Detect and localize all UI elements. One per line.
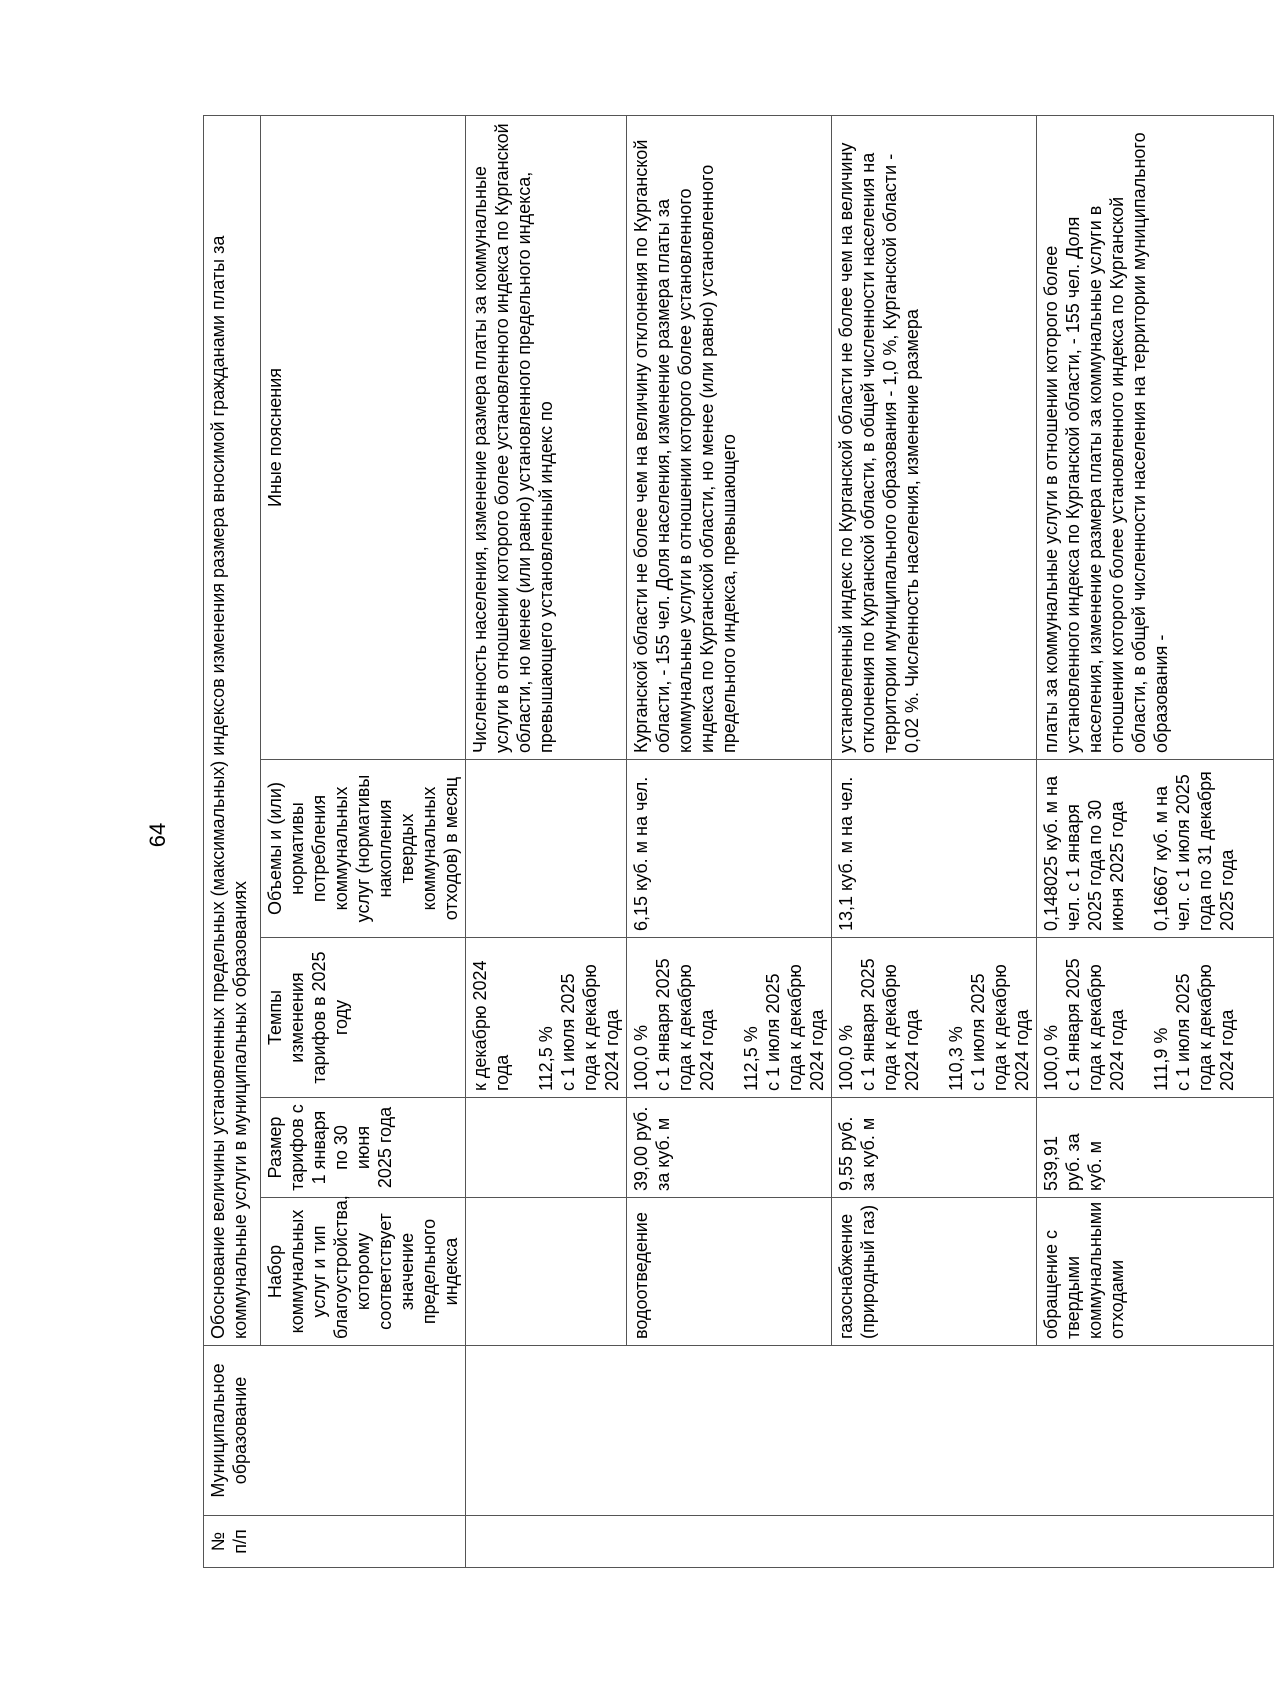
cell-number (466, 1516, 1274, 1568)
cell-notes: платы за коммунальные услуги в отношении которого более установленного индекса по Курганской области, - 155 чел. Доля населения, изменение размера платы за коммунальные услуги в отношении которого более установленного индекса по Курганской области, в общей численности населения на территории муниципального образования - (1037, 116, 1274, 760)
header-rate: Темпы изменения тарифов в 2025 году (261, 938, 466, 1098)
cell-rate: к декабрю 2024 года 112,5 % с 1 июля 2025 года к декабрю 2024 года (466, 938, 627, 1098)
cell-tariff: 539,91 руб. за куб. м (1037, 1098, 1274, 1198)
cell-service: обращение с твердыми коммунальными отходами (1037, 1198, 1274, 1346)
cell-tariff: 39,00 руб. за куб. м (627, 1098, 832, 1198)
header-municipality: Муниципальное образование (204, 1346, 466, 1516)
cell-notes: установленный индекс по Курганской области не более чем на величину отклонения по Курганской области, в общей численности населения на территории муниципального образования - 1,0 %, Курганской области - 0,02 %. Численность населения, изменение размера (832, 116, 1037, 760)
header-tariff: Размер тарифов с 1 января по 30 июня 2025 года (261, 1098, 466, 1198)
table-row (466, 116, 627, 1568)
cell-tariff (466, 1098, 627, 1198)
tariff-justification-table (203, 115, 1274, 1568)
cell-notes: Курганской области не более чем на величину отклонения по Курганской области, - 155 чел. Доля населения, изменение размера платы за коммунальные услуги в отношении которого более установленного индекса по Курганской области, но менее (или равно) установленного предельного индекса, превышающего (627, 116, 832, 760)
cell-rate: 100,0 % с 1 января 2025 года к декабрю 2024 года 112,5 % с 1 июля 2025 года к декабрю 2024 года (627, 938, 832, 1098)
cell-service: водоотведение (627, 1198, 832, 1346)
rotated-table-container (203, 116, 1237, 1568)
cell-notes: Численность населения, изменение размера платы за коммунальные услуги в отношении которого более установленного индекса по Курганской области, но менее (или равно) установленного предельного индекса, превышающего установленный индекс по (466, 116, 627, 760)
cell-volume (466, 760, 627, 938)
cell-service: газоснабжение (природный газ) (832, 1198, 1037, 1346)
header-number: № п/п (204, 1516, 466, 1568)
header-volume: Объемы и (или) нормативы потребления коммунальных услуг (нормативы накопления твердых коммунальных отходов) в месяц (261, 760, 466, 938)
cell-tariff: 9,55 руб. за куб. м (832, 1098, 1037, 1198)
cell-rate: 100,0 % с 1 января 2025 года к декабрю 2024 года 111,9 % с 1 июля 2025 года к декабрю 2024 года (1037, 938, 1274, 1098)
cell-municipality (466, 1346, 1274, 1516)
header-notes: Иные пояснения (261, 116, 466, 760)
table-title: Обоснование величины установленных предельных (максимальных) индексов изменения размера вносимой гражданами платы за коммунальные услуги в муниципальных образованиях (204, 116, 261, 1346)
cell-service (466, 1198, 627, 1346)
cell-volume: 13,1 куб. м на чел. (832, 760, 1037, 938)
header-service-set: Набор коммунальных услуг и тип благоустройства, которому соответствует значение предельного индекса (261, 1198, 466, 1346)
cell-volume: 6,15 куб. м на чел. (627, 760, 832, 938)
cell-rate: 100,0 % с 1 января 2025 года к декабрю 2024 года 110,3 % с 1 июля 2025 года к декабрю 2024 года (832, 938, 1037, 1098)
cell-volume: 0,148025 куб. м на чел. с 1 января 2025 года по 30 июня 2025 года 0,16667 куб. м на чел. с 1 июля 2025 года по 31 декабря 2025 года (1037, 760, 1274, 938)
page-number: 64 (145, 822, 171, 848)
